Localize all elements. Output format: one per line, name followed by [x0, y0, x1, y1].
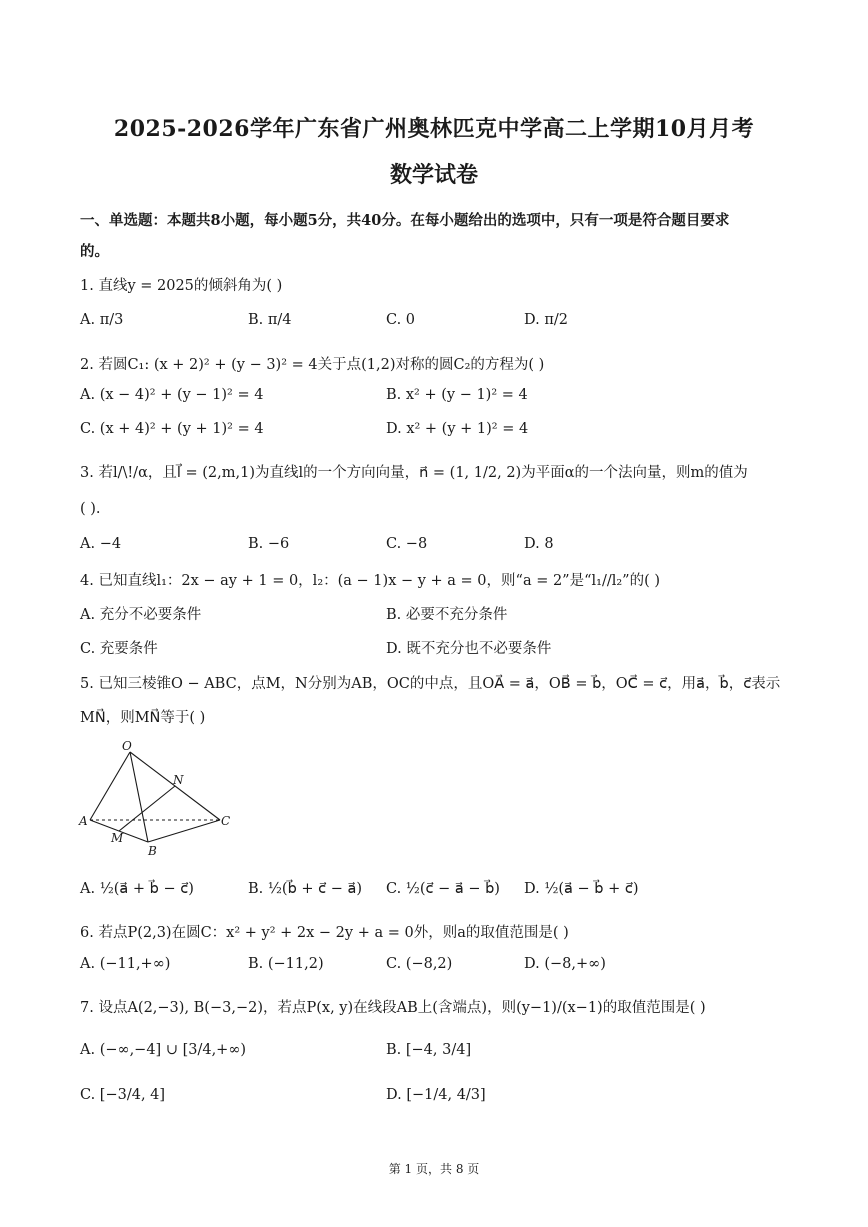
question-2-stem: 2. 若圆C₁: (x + 2)² + (y − 3)² = 4关于点(1,2)对称的圆C₂的方程为( ): [80, 357, 545, 373]
question-7-stem: 7. 设点A(2,−3), B(−3,−2)，若点P(x, y)在线段AB上(含端点)，则(y−1)/(x−1)的取值范围是( ): [80, 1000, 706, 1016]
question-3-option-d: D. 8: [524, 536, 554, 552]
vertex-label-a: A: [79, 814, 88, 828]
question-6-option-b: B. (−11,2): [248, 956, 324, 972]
segment-mn: [119, 786, 175, 831]
question-1-option-b: B. π/4: [248, 312, 292, 328]
question-1-option-a: A. π/3: [80, 312, 124, 328]
question-3-option-a: A. −4: [80, 536, 122, 552]
vertex-label-n: N: [173, 773, 184, 787]
edge-ob: [130, 752, 148, 842]
question-1-option-c: C. 0: [386, 312, 416, 328]
exam-subtitle: 数学试卷: [389, 162, 478, 188]
question-1-option-d: D. π/2: [524, 312, 568, 328]
question-7-option-d: D. [−1/4, 4/3]: [386, 1087, 486, 1103]
question-3-stem: 3. 若l/\!/α，且l⃗ = (2,m,1)为直线l的一个方向向量，n⃗ = (1, 1/2, 2)为平面α的一个法向量，则m的值为: [80, 465, 748, 481]
question-5-stem-cont: MN⃗，则MN⃗等于( ): [80, 710, 206, 726]
page-footer: 第 1 页，共 8 页: [388, 1162, 480, 1176]
question-6-option-d: D. (−8,+∞): [524, 956, 606, 972]
question-5-stem: 5. 已知三棱锥O − ABC，点M，N分别为AB，OC的中点，且OA⃗ = a⃗，OB⃗ = b⃗，OC⃗ = c⃗，用a⃗，b⃗，c⃗表示: [80, 676, 781, 692]
section-heading-cont: 的。: [80, 243, 109, 260]
question-5-option-a: A. ½(a⃗ + b⃗ − c⃗): [80, 881, 194, 897]
question-6-stem: 6. 若点P(2,3)在圆C：x² + y² + 2x − 2y + a = 0外，则a的取值范围是( ): [80, 925, 569, 941]
question-6-option-c: C. (−8,2): [386, 956, 453, 972]
question-4-option-a: A. 充分不必要条件: [80, 607, 202, 623]
question-2-option-c: C. (x + 4)² + (y + 1)² = 4: [80, 421, 264, 437]
section-heading: 一、单选题：本题共8小题，每小题5分，共40分。在每小题给出的选项中，只有一项是符合题目要求: [80, 212, 730, 229]
question-4-option-c: C. 充要条件: [80, 641, 158, 657]
question-2-option-d: D. x² + (y + 1)² = 4: [386, 421, 529, 437]
question-3-option-c: C. −8: [386, 536, 428, 552]
question-5-option-d: D. ½(a⃗ − b⃗ + c⃗): [524, 881, 639, 897]
question-3-option-b: B. −6: [248, 536, 290, 552]
vertex-label-c: C: [221, 814, 231, 828]
question-7-option-a: A. (−∞,−4] ∪ [3/4,+∞): [80, 1042, 247, 1058]
question-4-option-b: B. 必要不充分条件: [386, 607, 508, 623]
question-3-stem-cont: ( ).: [80, 501, 101, 517]
exam-title: 2025-2026学年广东省广州奥林匹克中学高二上学期10月月考: [113, 116, 755, 142]
question-5-option-c: C. ½(c⃗ − a⃗ − b⃗): [386, 881, 500, 897]
vertex-label-b: B: [148, 844, 157, 858]
vertex-label-m: M: [111, 831, 124, 845]
vertex-label-o: O: [122, 739, 132, 753]
tetrahedron-figure: [78, 738, 248, 860]
question-4-stem: 4. 已知直线l₁：2x − ay + 1 = 0，l₂：(a − 1)x − y + a = 0，则“a = 2”是“l₁//l₂”的( ): [80, 573, 661, 589]
question-4-option-d: D. 既不充分也不必要条件: [386, 641, 552, 657]
question-6-option-a: A. (−11,+∞): [80, 956, 171, 972]
question-2-option-b: B. x² + (y − 1)² = 4: [386, 387, 528, 403]
question-7-option-b: B. [−4, 3/4]: [386, 1042, 472, 1058]
question-1-stem: 1. 直线y = 2025的倾斜角为( ): [80, 278, 283, 294]
edge-bc: [148, 820, 220, 842]
question-5-option-b: B. ½(b⃗ + c⃗ − a⃗): [248, 881, 363, 897]
question-2-option-a: A. (x − 4)² + (y − 1)² = 4: [80, 387, 264, 403]
question-7-option-c: C. [−3/4, 4]: [80, 1087, 166, 1103]
edge-oa: [90, 752, 130, 820]
